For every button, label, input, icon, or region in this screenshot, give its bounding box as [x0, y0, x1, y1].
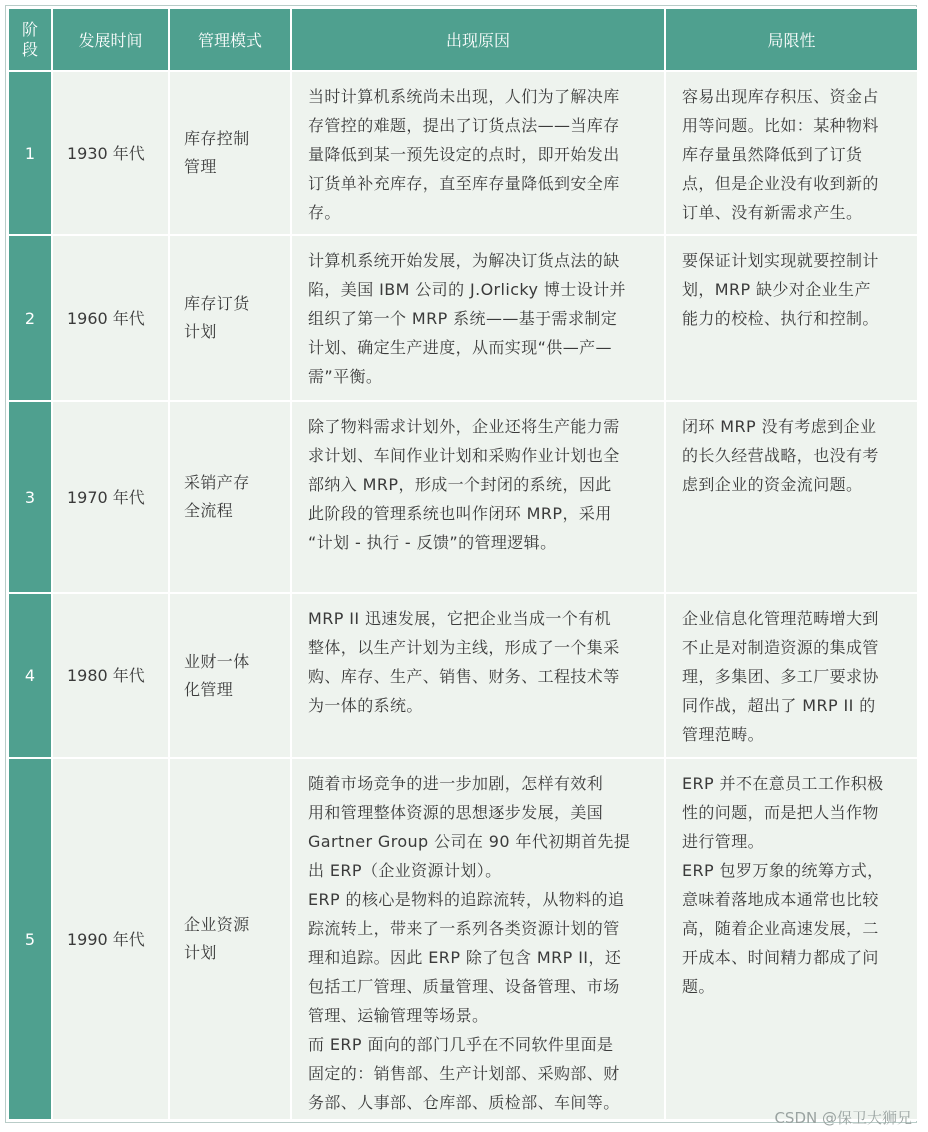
- mode-cell: [169, 593, 291, 758]
- stage-cell: 2: [8, 235, 52, 401]
- header-mode: 管理模式: [169, 8, 291, 71]
- mode-text: 业财一体 化管理: [184, 651, 250, 699]
- era-cell: 1980 年代: [52, 593, 169, 758]
- limitation-text: 容易出现库存积压、资金占 用等问题。比如：某种物料 库存量虽然降低到了订货 点，但是企业没有收到新的 订单、没有新需求产生。: [682, 87, 879, 222]
- table-row: [8, 71, 918, 235]
- mode-text: 库存订货 计划: [184, 294, 250, 341]
- table-row: [8, 401, 918, 593]
- reason-cell: [291, 71, 665, 235]
- reason-text: 除了物料需求计划外，企业还将生产能力需 求计划、车间作业计划和采购作业计划也全 部纳入 MRP，形成一个封闭的系统，因此 此阶段的管理系统也叫作闭环 MRP，采用 “计划 - 执行 - 反馈”的管理逻辑。: [308, 417, 620, 552]
- header-reason: 出现原因: [291, 8, 665, 71]
- header-stage: 阶 段: [8, 8, 52, 71]
- stage-cell: 1: [8, 71, 52, 235]
- erp-history-table: [7, 7, 919, 1121]
- reason-text: MRP II 迅速发展，它把企业当成一个有机 整体，以生产计划为主线，形成了一个集采 购、库存、生产、销售、财务、工程技术等 为一体的系统。: [308, 609, 620, 715]
- mode-cell: [169, 235, 291, 401]
- reason-text: 当时计算机系统尚未出现，人们为了解决库 存管控的难题，提出了订货点法——当库存 量降低到某一预先设定的点时，即开始发出 订货单补充库存，直至库存量降低到安全库 存。: [308, 87, 620, 222]
- mode-text: 采销产存 全流程: [184, 473, 250, 520]
- header-limitation: 局限性: [665, 8, 918, 71]
- reason-cell: [291, 758, 665, 1120]
- table-row: [8, 235, 918, 401]
- limitation-cell: [665, 401, 918, 593]
- mode-cell: [169, 401, 291, 593]
- mode-text: 企业资源 计划: [184, 915, 250, 962]
- reason-cell: [291, 235, 665, 401]
- limitation-cell: [665, 71, 918, 235]
- era-cell: 1970 年代: [52, 401, 169, 593]
- era-cell: 1990 年代: [52, 758, 169, 1120]
- limitation-text: 闭环 MRP 没有考虑到企业 的长久经营战略，也没有考 虑到企业的资金流问题。: [682, 417, 879, 494]
- stage-cell: 3: [8, 401, 52, 593]
- limitation-text: 要保证计划实现就要控制计 划，MRP 缺少对企业生产 能力的校检、执行和控制。: [682, 251, 879, 328]
- era-cell: 1960 年代: [52, 235, 169, 401]
- table-row: [8, 593, 918, 758]
- limitation-cell: [665, 235, 918, 401]
- table-row: [8, 758, 918, 1120]
- reason-cell: [291, 593, 665, 758]
- stage-cell: 4: [8, 593, 52, 758]
- header-row: [8, 8, 918, 71]
- era-cell: 1930 年代: [52, 71, 169, 235]
- mode-cell: [169, 71, 291, 235]
- reason-text: 计算机系统开始发展，为解决订货点法的缺 陷，美国 IBM 公司的 J.Orlicky 博士设计并 组织了第一个 MRP 系统——基于需求制定 计划、确定生产进度，从而实现“供—产— 需”平衡。: [308, 251, 626, 386]
- csdn-watermark: CSDN @保卫大狮兄: [774, 1109, 912, 1127]
- header-era: 发展时间: [52, 8, 169, 71]
- stage-cell: 5: [8, 758, 52, 1120]
- limitation-text: ERP 并不在意员工工作积极 性的问题，而是把人当作物 进行管理。 ERP 包罗万象的统筹方式， 意味着落地成本通常也比较 高，随着企业高速发展，二 开成本、时间精力都成了问 题。: [682, 774, 884, 996]
- reason-cell: [291, 401, 665, 593]
- mode-text: 库存控制 管理: [184, 129, 250, 176]
- limitation-cell: [665, 758, 918, 1120]
- limitation-text: 企业信息化管理范畴增大到 不止是对制造资源的集成管 理，多集团、多工厂要求协 同作战，超出了 MRP II 的 管理范畴。: [682, 609, 879, 744]
- mode-cell: [169, 758, 291, 1120]
- reason-text: 随着市场竞争的进一步加剧，怎样有效利 用和管理整体资源的思想逐步发展，美国 Gartner Group 公司在 90 年代初期首先提 出 ERP（企业资源计划）。 ERP 的核心是物料的追踪流转，从物料的追 踪流转上，带来了一系列各类资源计划的管 理和追踪。因此 ERP 除了包含 MRP II，还 包括工厂管理、质量管理、设备管理、市场 管理、运输管理等场景。 而 ERP 面向的部门几乎在不同软件里面是 固定的：销售部、生产计划部、采购部、财 务部、人事部、仓库部、质检部、车间等。: [308, 774, 631, 1112]
- limitation-cell: [665, 593, 918, 758]
